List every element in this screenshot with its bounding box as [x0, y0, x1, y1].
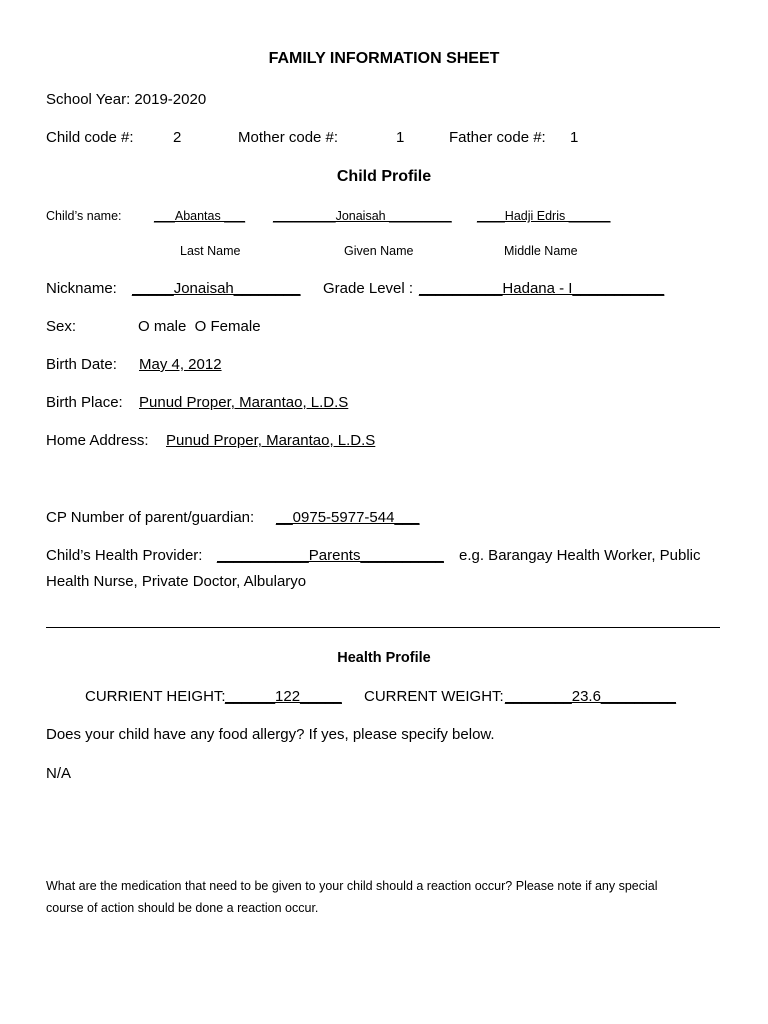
birth-place-label: Birth Place:	[46, 394, 123, 411]
health-provider-value: ___________Parents__________	[217, 547, 444, 564]
sex-label: Sex:	[46, 318, 77, 335]
school-year-row	[46, 91, 206, 108]
middle-name-value: ____Hadji Edris ______	[477, 209, 611, 223]
cp-number-label: CP Number of parent/guardian:	[46, 509, 255, 526]
middle-name-caption: Middle Name	[504, 244, 578, 258]
health-profile-heading: Health Profile	[337, 650, 431, 666]
home-address-value: Punud Proper, Marantao, L.D.S	[166, 432, 376, 449]
mother-code-value: 1	[396, 129, 405, 146]
allergy-question: Does your child have any food allergy? If yes, please specify below.	[46, 726, 495, 743]
father-code-value: 1	[570, 129, 579, 146]
given-name-value: _________Jonaisah _________	[273, 209, 452, 223]
height-label: CURRIENT HEIGHT:	[85, 688, 226, 705]
sex-options: O male O Female	[138, 318, 261, 335]
allergy-answer: N/A	[46, 765, 72, 782]
weight-value: ________23.6_________	[505, 688, 677, 705]
birth-date-value: May 4, 2012	[139, 356, 222, 373]
last-name-value: ___Abantas ___	[154, 209, 246, 223]
health-provider-example: e.g. Barangay Health Worker, Public	[459, 547, 701, 564]
mother-code-label: Mother code #:	[238, 129, 339, 146]
school-year-value: 2019-2020	[134, 91, 207, 108]
birth-place-value: Punud Proper, Marantao, L.D.S	[139, 394, 349, 411]
health-provider-example-cont: Health Nurse, Private Doctor, Albularyo	[46, 573, 307, 590]
medication-question-cont: course of action should be done a reaction occur.	[46, 901, 319, 915]
nickname-value: _____Jonaisah________	[132, 280, 301, 297]
school-year-label: School Year:	[46, 91, 131, 108]
child-code-label: Child code #:	[46, 129, 134, 146]
medication-question: What are the medication that need to be given to your child should a reaction occur? Please note if any special	[46, 879, 658, 893]
grade-level-value: __________Hadana - I___________	[419, 280, 665, 297]
height-value: ______122_____	[225, 688, 342, 705]
childs-name-label: Child’s name:	[46, 209, 122, 223]
weight-label: CURRENT WEIGHT:	[364, 688, 504, 705]
child-code-value: 2	[173, 129, 182, 146]
given-name-caption: Given Name	[344, 244, 414, 258]
cp-number-value: __0975-5977-544___	[276, 509, 420, 526]
last-name-caption: Last Name	[180, 244, 241, 258]
nickname-label: Nickname:	[46, 280, 117, 297]
grade-level-label: Grade Level :	[323, 280, 414, 297]
health-provider-label: Child’s Health Provider:	[46, 547, 203, 564]
section-divider	[46, 627, 720, 628]
father-code-label: Father code #:	[449, 129, 546, 146]
child-profile-heading: Child Profile	[336, 168, 432, 185]
birth-date-label: Birth Date:	[46, 356, 117, 373]
home-address-label: Home Address:	[46, 432, 149, 449]
page-title: FAMILY INFORMATION SHEET	[268, 50, 500, 67]
